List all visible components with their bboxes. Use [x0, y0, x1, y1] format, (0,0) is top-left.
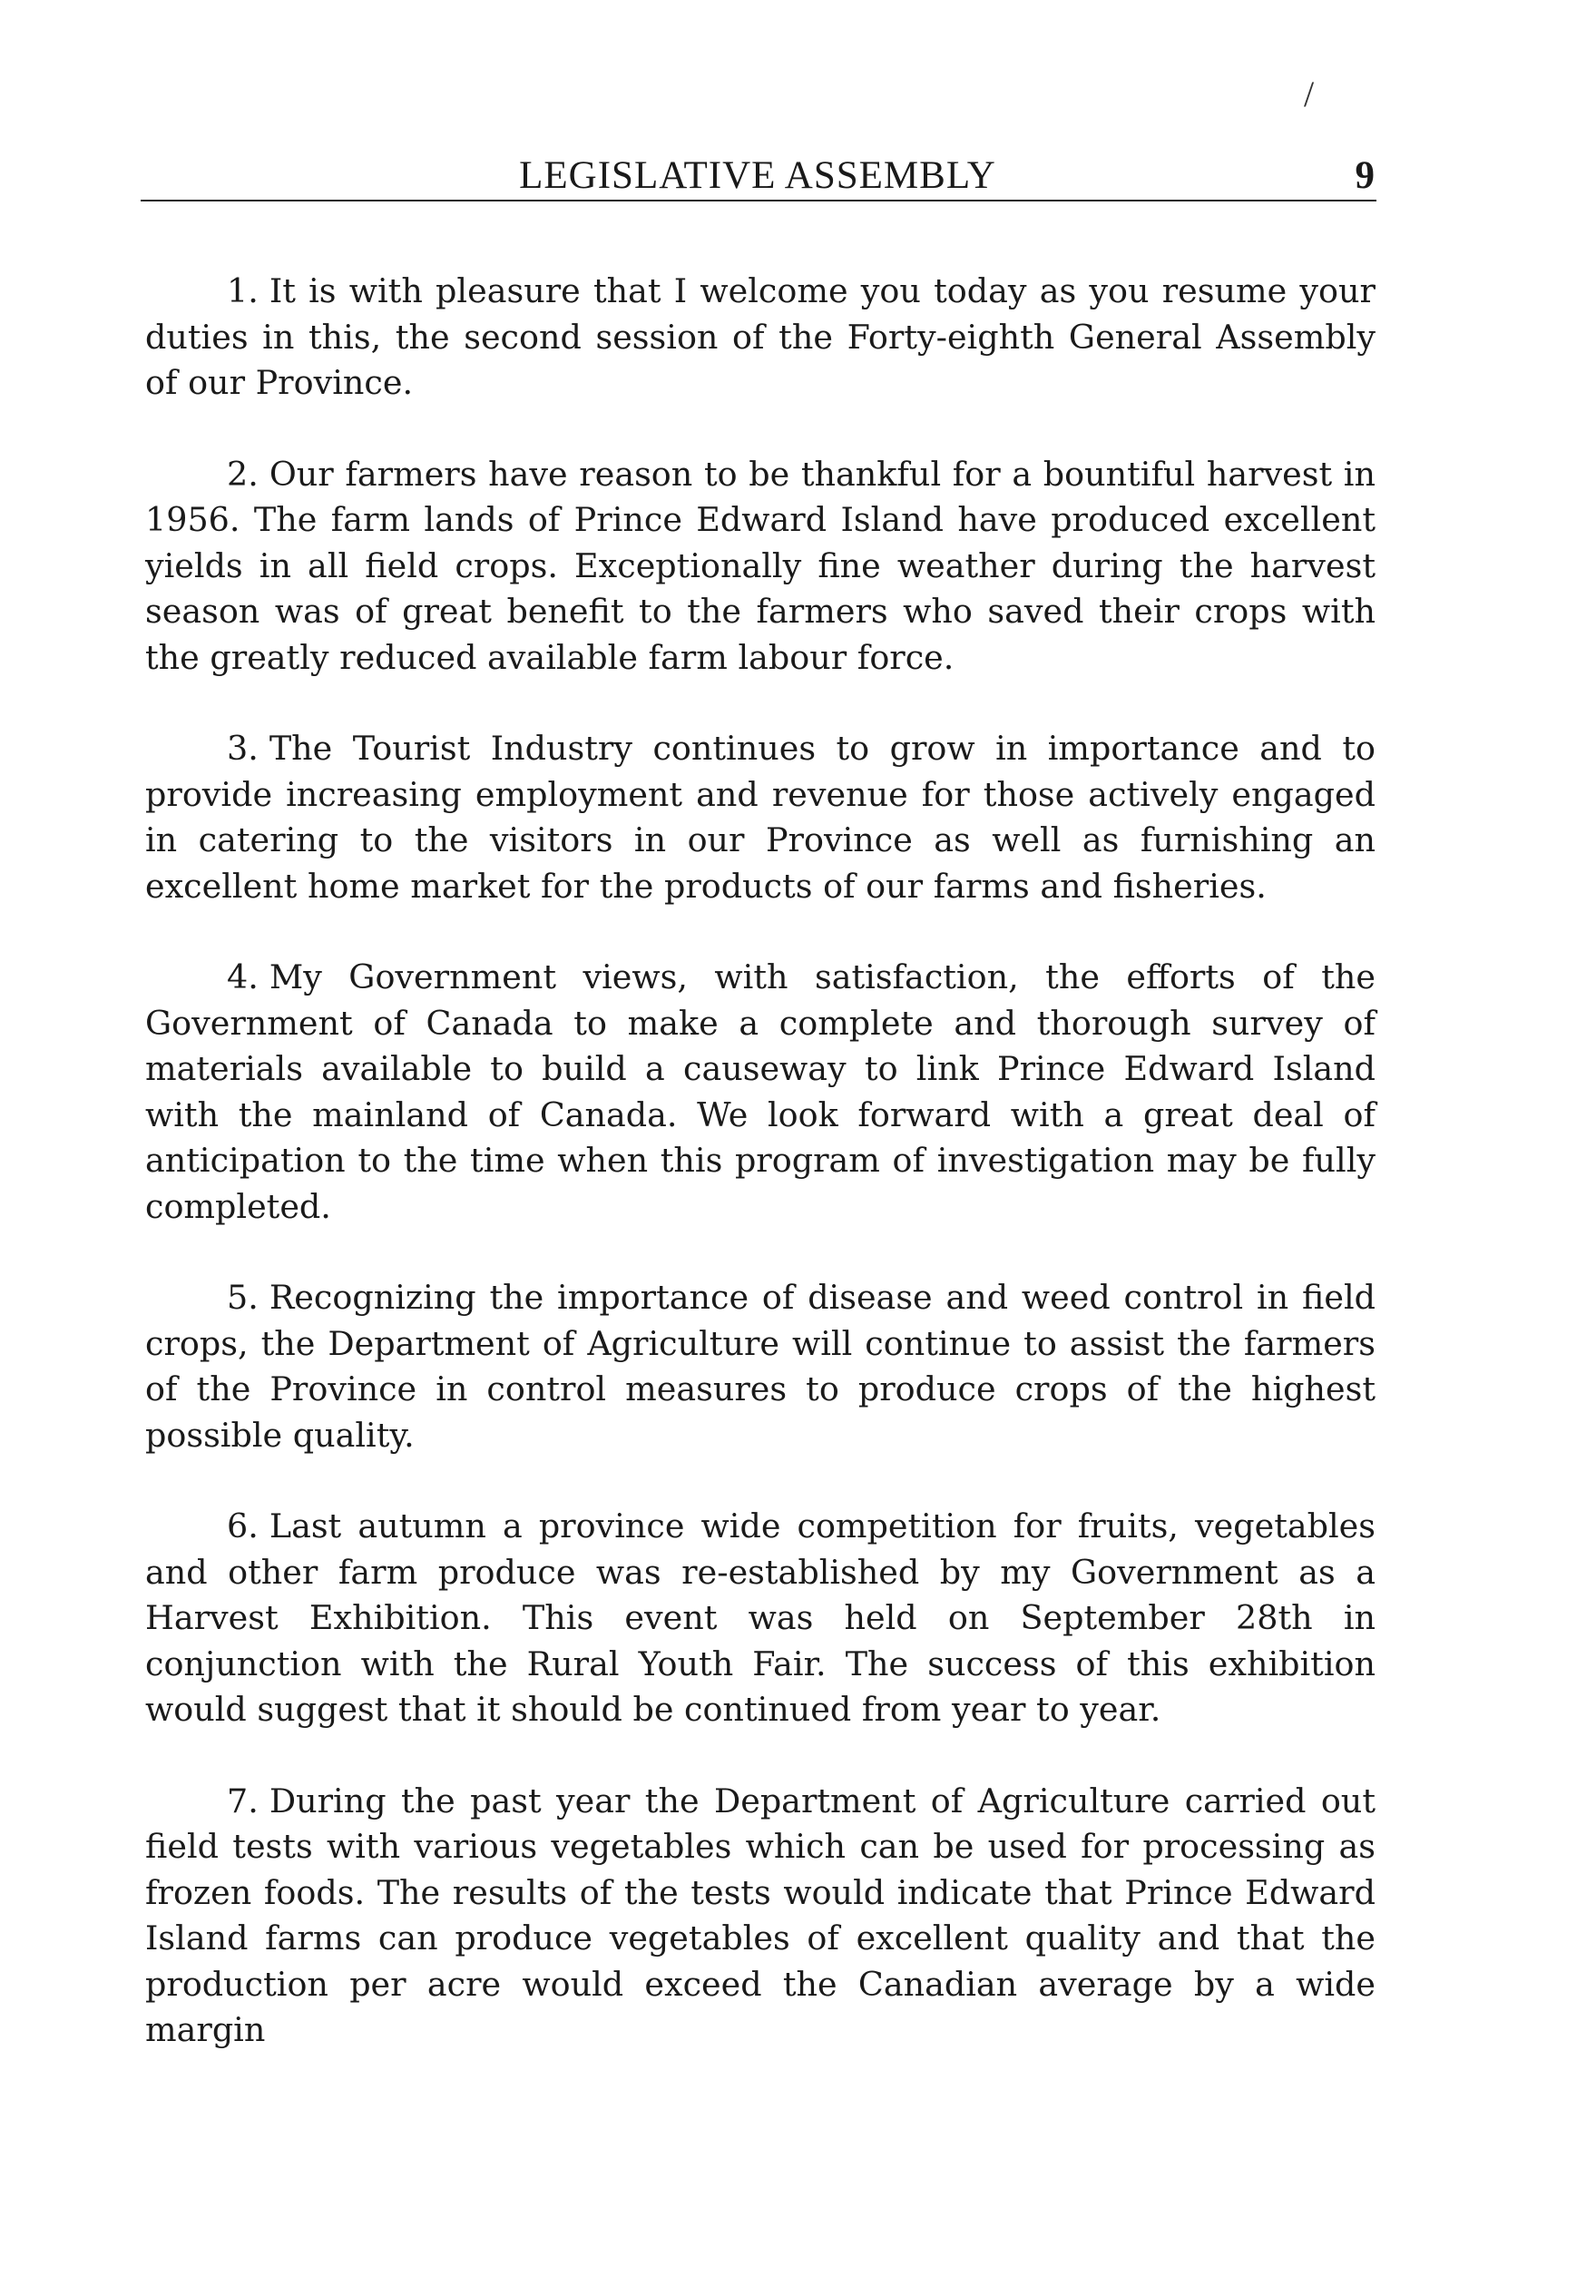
stray-mark: /	[1304, 74, 1315, 114]
paragraph-5	[145, 1275, 1376, 1458]
paragraph-7	[145, 1779, 1376, 2054]
header-rule	[141, 200, 1376, 201]
paragraph-number: 2.	[227, 454, 259, 494]
paragraph-text: Recognizing the importance of disease and weed control in field crops, the Department of Agriculture will continue to assist the farmers of the Province in control measures to produce crops of the highest possible quality.	[145, 1278, 1376, 1455]
page-number: 9	[1355, 154, 1375, 197]
paragraph-text: It is with pleasure that I welcome you today as you resume your duties in this, the second session of the Forty-eighth General Assembly of our Province.	[145, 271, 1376, 402]
paragraph-text: My Government views, with satisfaction, the efforts of the Government of Canada to make a complete and thorough survey of materials available to build a causeway to link Prince Edward Island with the mainland of Canada. We look forward with a great deal of anticipation to the time when this program of investigation may be fully completed.	[145, 957, 1376, 1226]
paragraph-number: 5.	[227, 1278, 259, 1317]
body-text	[145, 269, 1376, 2099]
paragraph-text: During the past year the Department of Agriculture carried out field tests with various vegetables which can be used for processing as frozen foods. The results of the tests would indicate that Prince Edward Island farms can produce vegetables of excellent quality and that the production per acre would exceed the Canadian average by a wide margin	[145, 1781, 1376, 2049]
paragraph-3	[145, 726, 1376, 909]
paragraph-text: Last autumn a province wide competition for fruits, vegetables and other farm produce was re-established by my Government as a Harvest Exhibition. This event was held on September 28th in conjunction with the Rural Youth Fair. The success of this exhibition would suggest that it should be continued from year to year.	[145, 1506, 1376, 1729]
paragraph-number: 6.	[227, 1506, 259, 1545]
paragraph-number: 7.	[227, 1781, 259, 1820]
paragraph-1	[145, 269, 1376, 407]
running-title: LEGISLATIVE ASSEMBLY	[519, 154, 996, 197]
paragraph-4	[145, 955, 1376, 1230]
paragraph-number: 3.	[227, 729, 259, 768]
paragraph-text: Our farmers have reason to be thankful for a bountiful harvest in 1956. The farm lands of Prince Edward Island have produced excellent yields in all field crops. Exceptionally fine weather during the harvest season was of great benefit to the farmers who saved their crops with the greatly reduced available farm labour force.	[145, 454, 1376, 677]
paragraph-6	[145, 1504, 1376, 1733]
paragraph-2	[145, 452, 1376, 682]
paragraph-number: 1.	[227, 271, 259, 310]
paragraph-number: 4.	[227, 957, 259, 996]
paragraph-text: The Tourist Industry continues to grow in importance and to provide increasing employment and revenue for those actively engaged in catering to the visitors in our Province as well as furnishing an excellent home market for the products of our farms and fisheries.	[145, 729, 1376, 906]
